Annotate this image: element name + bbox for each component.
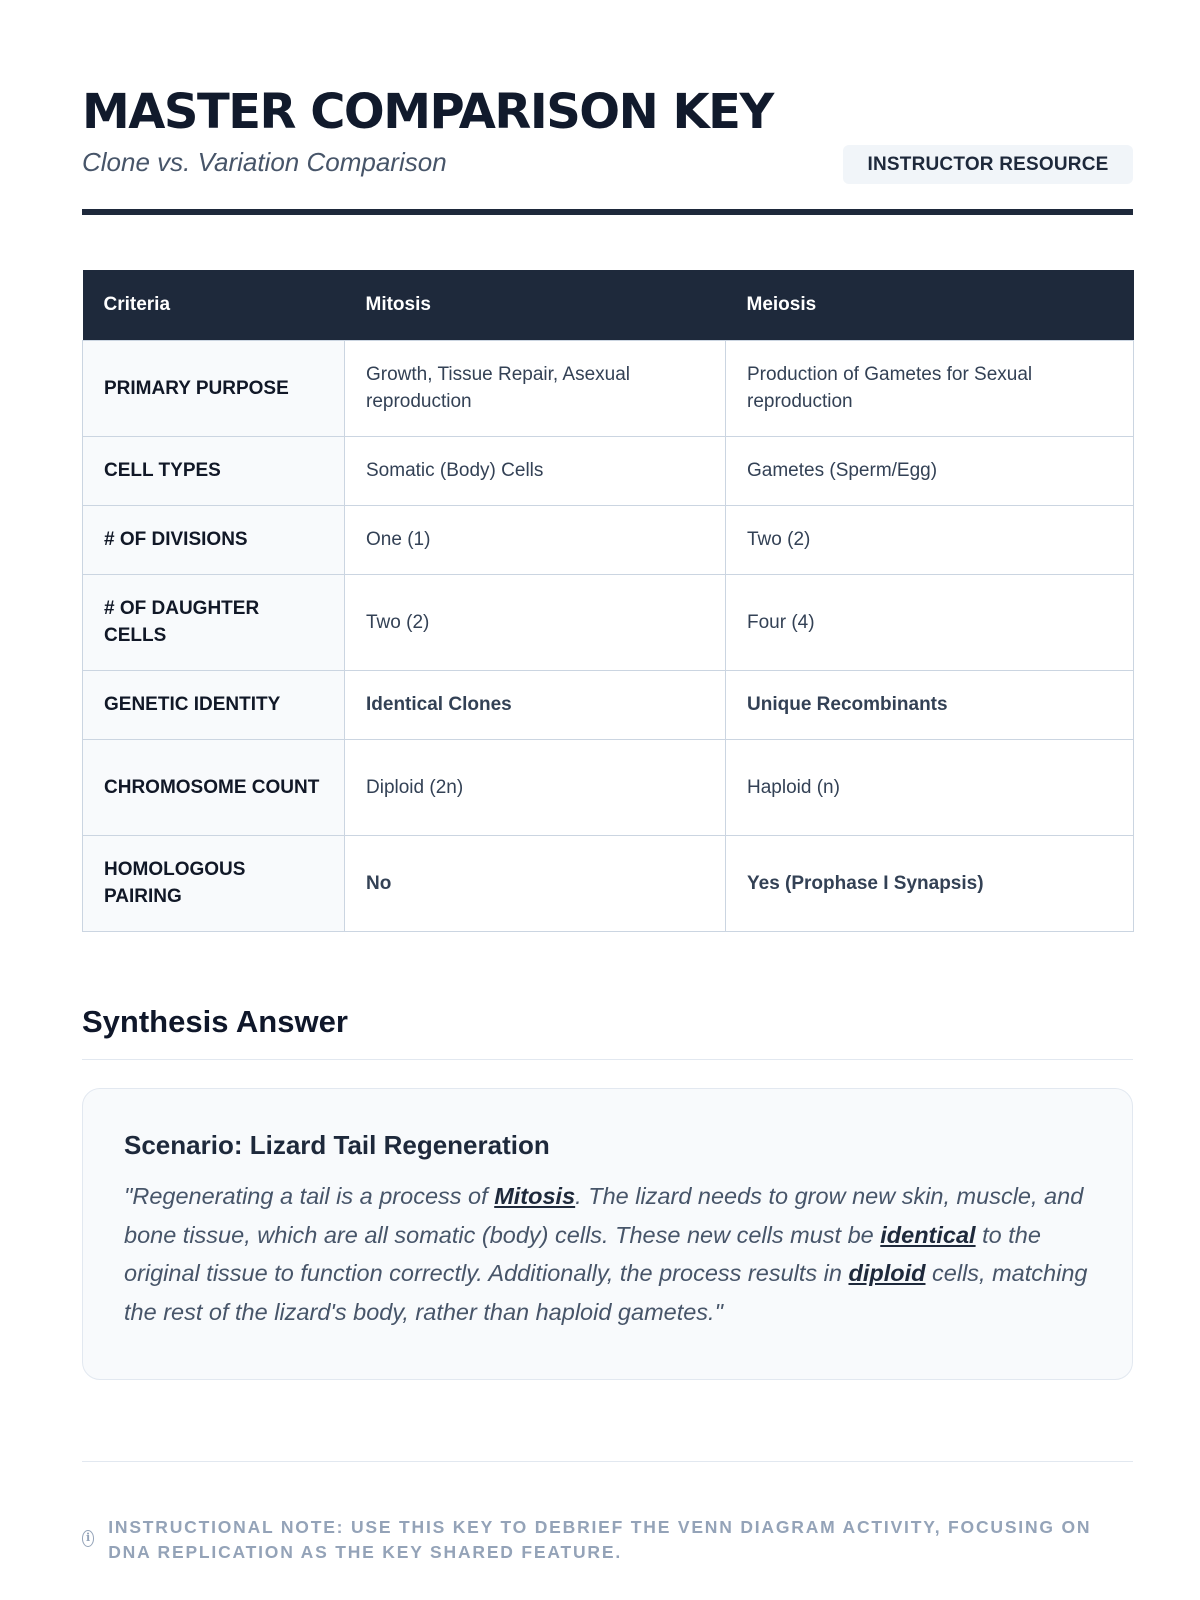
synthesis-heading: Synthesis Answer [82,1004,348,1039]
criteria-cell: PRIMARY PURPOSE [83,340,345,436]
info-icon: i [82,1530,94,1547]
criteria-cell: CHROMOSOME COUNT [83,739,345,835]
mitosis-cell: Somatic (Body) Cells [345,436,726,505]
scenario-answer [124,1177,1091,1331]
answer-keyword: identical [880,1221,976,1248]
table-row [83,739,1134,835]
criteria-cell: GENETIC IDENTITY [83,670,345,739]
table-row [83,835,1134,931]
page-subtitle: Clone vs. Variation Comparison [82,147,447,177]
scenario-card [82,1088,1133,1380]
mitosis-cell: One (1) [345,505,726,574]
header-divider [82,209,1133,215]
answer-text: . The lizard needs to grow new skin, muscle, and bone tissue, which are all somatic (body) cells. These new cells must be [124,1183,1084,1248]
mitosis-cell: Diploid (2n) [345,739,726,835]
synthesis-divider [82,1059,1133,1060]
meiosis-cell: Production of Gametes for Sexual reproduction [726,340,1134,436]
resource-badge: INSTRUCTOR RESOURCE [843,145,1133,184]
mitosis-cell: Growth, Tissue Repair, Asexual reproduction [345,340,726,436]
criteria-cell: # OF DIVISIONS [83,505,345,574]
footer-divider [82,1461,1133,1462]
answer-text: "Regenerating a tail is a process of [124,1183,495,1209]
meiosis-cell: Gametes (Sperm/Egg) [726,436,1134,505]
meiosis-cell-highlight: Yes (Prophase I Synapsis) [726,835,1134,931]
page-title: MASTER COMPARISON KEY [82,84,773,140]
column-header-meiosis: Meiosis [726,270,1134,340]
comparison-table [82,270,1134,932]
table-row [83,670,1134,739]
mitosis-cell-highlight: Identical Clones [345,670,726,739]
meiosis-cell: Four (4) [726,574,1134,670]
criteria-cell: # OF DAUGHTER CELLS [83,574,345,670]
answer-keyword: Mitosis [494,1183,576,1209]
table-row [83,574,1134,670]
meiosis-cell-highlight: Unique Recombinants [726,670,1134,739]
answer-key-page [82,0,1133,1600]
criteria-cell: HOMOLOGOUS PAIRING [83,835,345,931]
table-header-row [83,270,1134,340]
criteria-cell: CELL TYPES [83,436,345,505]
table-row [83,340,1134,436]
answer-text: cells, matching the rest of the lizard's body, rather than haploid gametes." [124,1260,1088,1325]
meiosis-cell: Haploid (n) [726,739,1134,835]
scenario-title: Scenario: Lizard Tail Regeneration [124,1130,550,1160]
answer-keyword: diploid [848,1260,926,1286]
table-row [83,436,1134,505]
column-header-criteria: Criteria [83,270,345,340]
meiosis-cell: Two (2) [726,505,1134,574]
instructional-note [82,1515,1133,1565]
answer-text: to the original tissue to function correctly. Additionally, the process results in [124,1221,1041,1286]
note-text: INSTRUCTIONAL NOTE: USE THIS KEY TO DEBRIEF THE VENN DIAGRAM ACTIVITY, FOCUSING ON DNA REPLICATION AS THE KEY SHARED FEATURE. [108,1517,1092,1562]
mitosis-cell-highlight: No [345,835,726,931]
column-header-mitosis: Mitosis [345,270,726,340]
table-row [83,505,1134,574]
mitosis-cell: Two (2) [345,574,726,670]
